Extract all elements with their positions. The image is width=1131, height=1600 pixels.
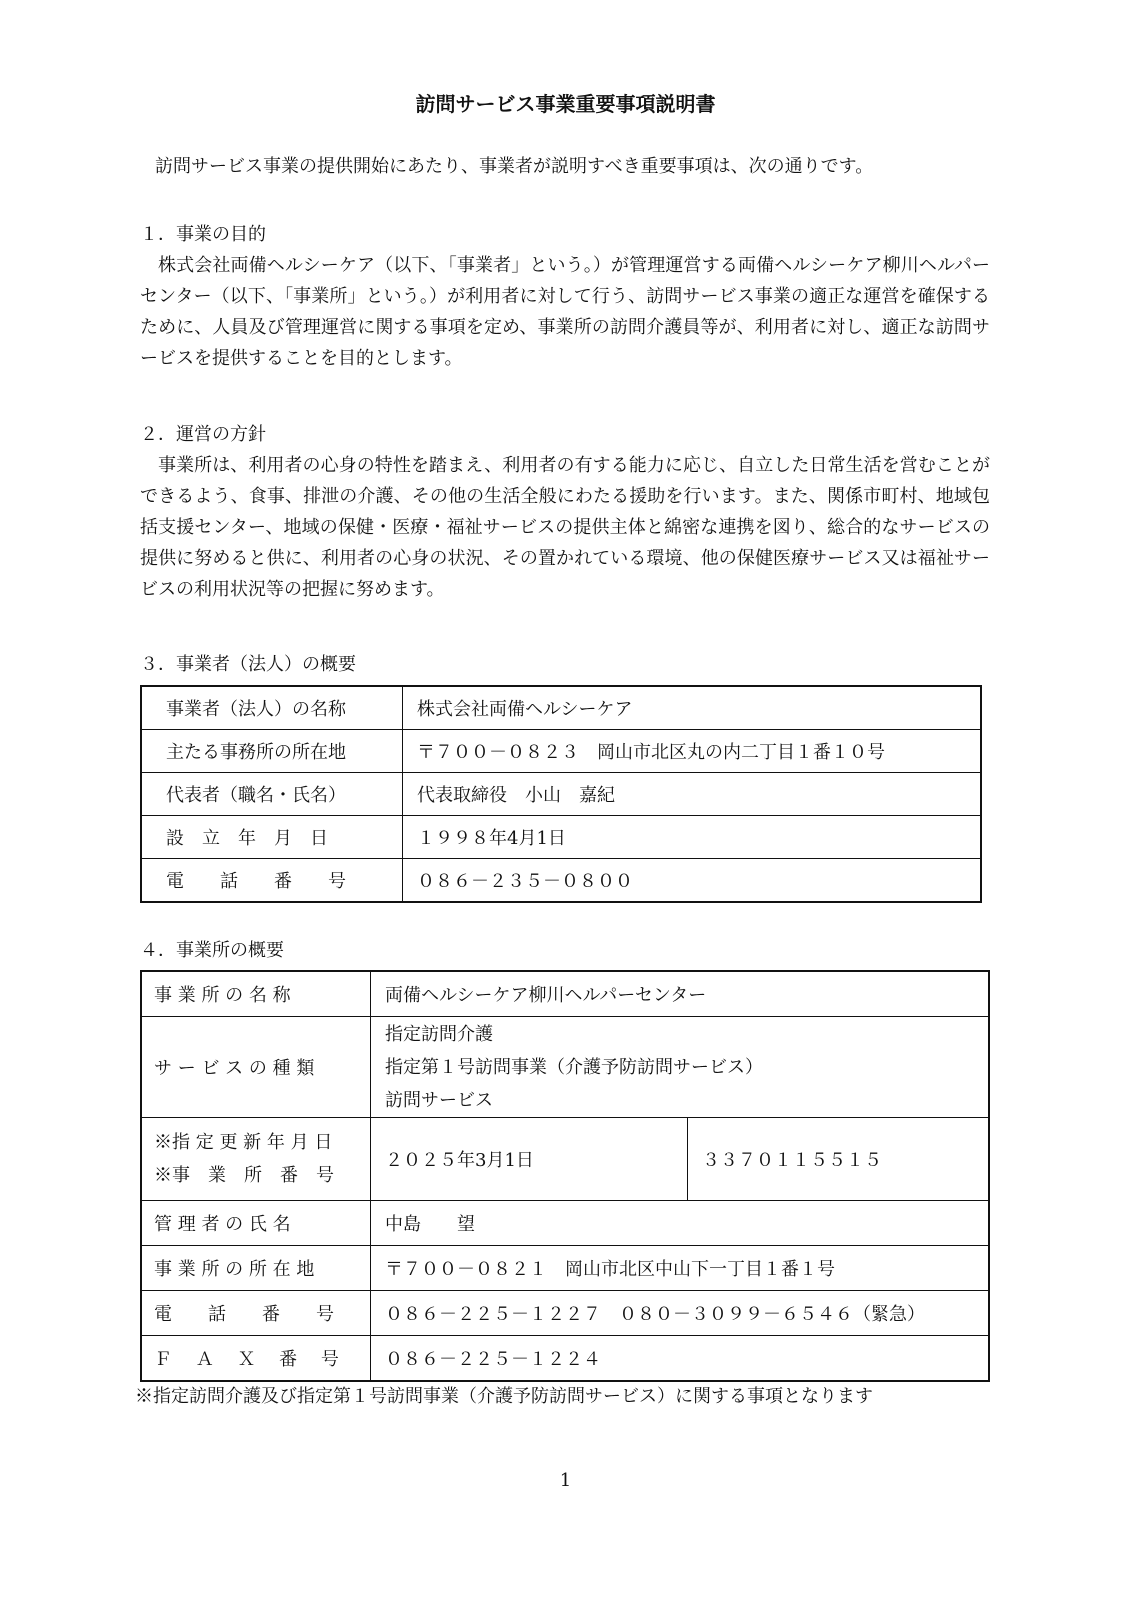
corp-office-label: 主たる事務所の所在地 bbox=[141, 730, 403, 773]
table-row bbox=[141, 1118, 989, 1201]
table-row bbox=[141, 1291, 989, 1336]
table-row bbox=[141, 971, 989, 1017]
table-row bbox=[141, 686, 981, 730]
office-service-list bbox=[371, 1017, 990, 1118]
corp-rep-value: 代表取締役 小山 嘉紀 bbox=[403, 773, 982, 816]
table-row bbox=[141, 1336, 989, 1382]
corp-phone-label: 電 話 番 号 bbox=[141, 859, 403, 903]
corp-rep-label: 代表者（職名・氏名） bbox=[141, 773, 403, 816]
corp-phone-value: ０８６－２３５－０８００ bbox=[403, 859, 982, 903]
office-renewal-number-label bbox=[141, 1118, 371, 1201]
corp-office-value: 〒７００－０８２３ 岡山市北区丸の内二丁目１番１０号 bbox=[403, 730, 982, 773]
office-address-label: 事 業 所 の 所 在 地 bbox=[141, 1246, 371, 1291]
office-name-label: 事 業 所 の 名 称 bbox=[141, 971, 371, 1017]
office-number-value: ３３７０１１５５１５ bbox=[688, 1118, 990, 1201]
table-row bbox=[141, 730, 981, 773]
table-row bbox=[141, 773, 981, 816]
service-item: 指定訪問介護 bbox=[385, 1023, 493, 1045]
service-item: 訪問サービス bbox=[385, 1089, 493, 1111]
number-label: ※事 業 所 番 号 bbox=[154, 1165, 334, 1186]
office-table bbox=[140, 970, 990, 1382]
table-row bbox=[141, 1017, 989, 1118]
section-office bbox=[140, 936, 990, 966]
table-row bbox=[141, 859, 981, 903]
corp-founded-value: １９９８年4月1日 bbox=[403, 816, 982, 859]
table-row bbox=[141, 1201, 989, 1246]
office-manager-label: 管 理 者 の 氏 名 bbox=[141, 1201, 371, 1246]
intro-paragraph: 訪問サービス事業の提供開始にあたり、事業者が説明すべき重要事項は、次の通りです。 bbox=[155, 156, 874, 177]
office-fax-value: ０８６－２２５－１２２４ bbox=[371, 1336, 990, 1382]
service-item: 指定第１号訪問事業（介護予防訪問サービス） bbox=[385, 1056, 763, 1078]
office-phone-value: ０８６－２２５－１２２７ ０８０－３０９９－６５４６（緊急） bbox=[371, 1291, 990, 1336]
office-manager-value: 中島 望 bbox=[371, 1201, 990, 1246]
section-policy bbox=[140, 420, 990, 605]
renewal-label: ※指 定 更 新 年 月 日 bbox=[154, 1132, 333, 1153]
office-service-label: サ ー ビ ス の 種 類 bbox=[141, 1017, 371, 1118]
office-fax-label: Ｆ Ａ Ｘ 番 号 bbox=[141, 1336, 371, 1382]
section-corporation bbox=[140, 650, 990, 680]
table-row bbox=[141, 1246, 989, 1291]
table-row bbox=[141, 816, 981, 859]
section-heading: １．事業の目的 bbox=[140, 224, 266, 245]
office-address-value: 〒７００－０８２１ 岡山市北区中山下一丁目１番１号 bbox=[371, 1246, 990, 1291]
office-phone-label: 電 話 番 号 bbox=[141, 1291, 371, 1336]
section-heading: ４．事業所の概要 bbox=[140, 940, 284, 961]
office-name-value: 両備ヘルシーケア柳川ヘルパーセンター bbox=[371, 971, 990, 1017]
section-heading: ２．運営の方針 bbox=[140, 424, 266, 445]
page-number: 1 bbox=[559, 1470, 572, 1491]
page-title: 訪問サービス事業重要事項説明書 bbox=[415, 92, 716, 116]
section-body: 株式会社両備ヘルシーケア（以下、「事業者」という。）が管理運営する両備ヘルシーケア柳川ヘルパーセンター（以下、「事業所」という。）が利用者に対して行う、訪問サービス事業の適正な運営を確保するために、人員及び管理運営に関する事項を定め、事業所の訪問介護員等が、利用者に対し、適正な訪問サービスを提供することを目的とします。 bbox=[140, 255, 990, 369]
office-renewal-value: ２０２５年3月1日 bbox=[371, 1118, 688, 1201]
section-body: 事業所は、利用者の心身の特性を踏まえ、利用者の有する能力に応じ、自立した日常生活を営むことができるよう、食事、排泄の介護、その他の生活全般にわたる援助を行います。また、関係市町村、地域包括支援センター、地域の保健・医療・福祉サービスの提供主体と綿密な連携を図り、総合的なサービスの提供に努めると供に、利用者の心身の状況、その置かれている環境、他の保健医療サービス又は福祉サービスの利用状況等の把握に努めます。 bbox=[140, 455, 990, 600]
corp-name-label: 事業者（法人）の名称 bbox=[141, 686, 403, 730]
footnote: ※指定訪問介護及び指定第１号訪問事業（介護予防訪問サービス）に関する事項となります bbox=[135, 1386, 873, 1407]
corporation-table bbox=[140, 685, 982, 903]
corp-name-value: 株式会社両備ヘルシーケア bbox=[403, 686, 982, 730]
corp-founded-label: 設 立 年 月 日 bbox=[141, 816, 403, 859]
section-purpose bbox=[140, 220, 990, 374]
section-heading: ３．事業者（法人）の概要 bbox=[140, 654, 356, 675]
